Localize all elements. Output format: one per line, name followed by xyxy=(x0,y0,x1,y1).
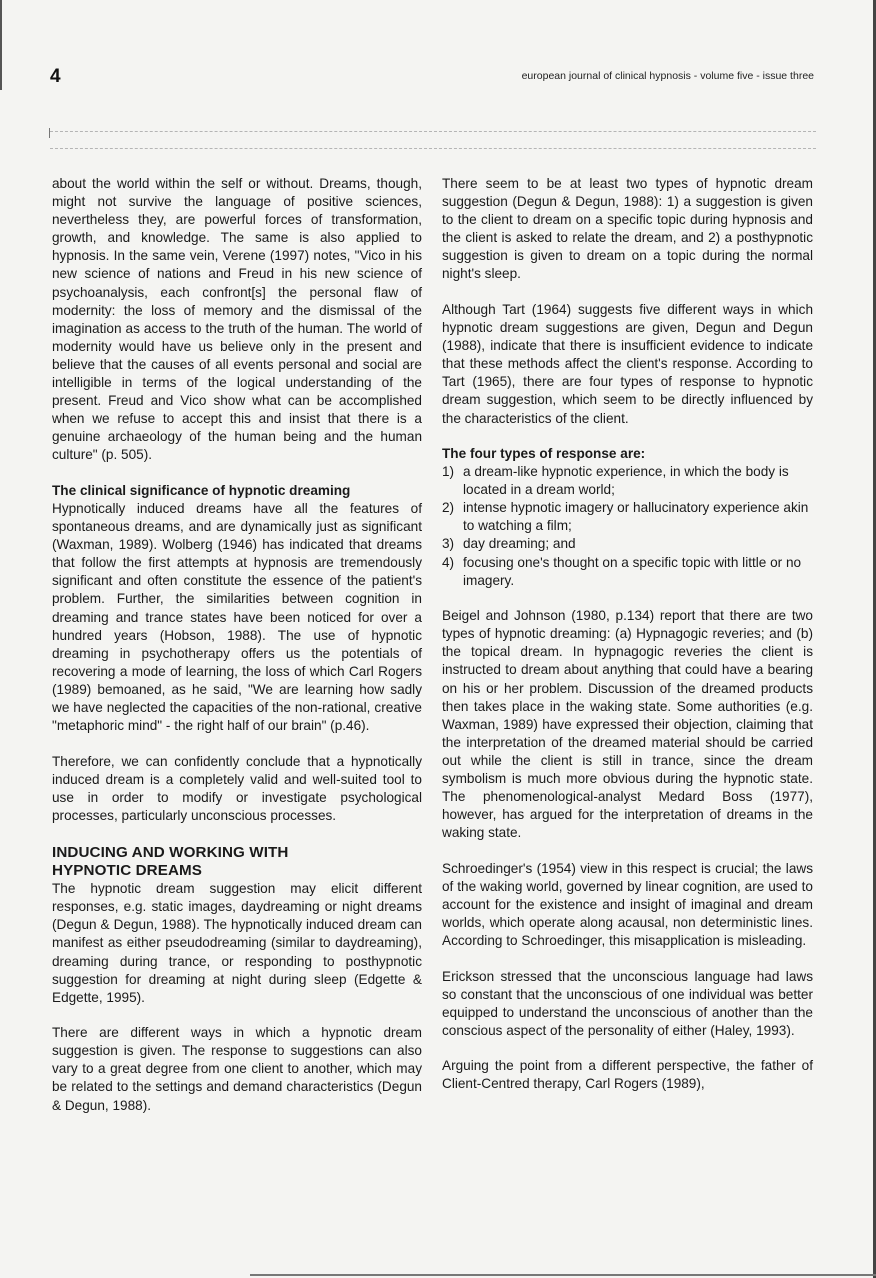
running-head: european journal of clinical hypnosis - volume five - issue three xyxy=(521,70,814,82)
paragraph: Therefore, we can confidently conclude that a hypnotically induced dream is a completely valid and well-suited tool to use in order to modify or investigate psychological processes, particularly unconscious processes. xyxy=(52,753,422,823)
list-item xyxy=(442,463,813,499)
list-number: 2) xyxy=(442,500,455,516)
paragraph: Erickson stressed that the unconscious language had laws so constant that the unconscious of one individual was better equipped to understand the unconscious of another than the conscious aspect of the personality of either (Haley, 1993). xyxy=(442,968,813,1038)
list-item xyxy=(442,554,813,590)
list-number: 4) xyxy=(442,554,455,570)
header-rule-top xyxy=(50,131,816,132)
paragraph: Hypnotically induced dreams have all the features of spontaneous dreams, and are dynamically just as significant (Waxman, 1989). Wolberg (1946) has indicated that dreams that follow the first attempts at hypnosis are tremendously significant and often constitute the essence of the patient's problem. Further, the similarities between cognition in dreaming and trance states have been noticed for over a hundred years (Hobson, 1988). The use of hypnotic dreaming in psychotherapy offers us the potentials of recovering a mode of learning, the loss of which Carl Rogers (1989) bemoaned, as he said, "We are learning how sadly we have neglected the capacities of the non-rational, creative "metaphoric mind" - the right half of our brain" (p.46). xyxy=(52,500,422,734)
response-types-list xyxy=(442,463,813,590)
list-item xyxy=(442,535,813,553)
page-number: 4 xyxy=(50,66,61,87)
paragraph: Although Tart (1964) suggests five different ways in which hypnotic dream suggestions are given, Degun and Degun (1988), indicate that there is insufficient evidence to indicate that these methods affect the client's response. According to Tart (1965), there are four types of response to hypnotic dream suggestion, which seem to be directly influenced by the characteristics of the client. xyxy=(442,301,813,426)
list-heading: The four types of response are: xyxy=(442,446,646,461)
header-rule-bottom xyxy=(50,148,816,149)
list-number: 3) xyxy=(442,536,455,552)
list-text: day dreaming; and xyxy=(463,536,576,552)
page-edge-bottom xyxy=(250,1274,876,1276)
paragraph: Schroedinger's (1954) view in this respect is crucial; the laws of the waking world, governed by linear cognition, are used to account for the existence and insight of imaginal and dream worlds, which operate along acausal, non deterministic lines. According to Schroedinger, this misapplication is misleading. xyxy=(442,860,813,949)
right-column xyxy=(442,175,813,1111)
list-text: focusing one's thought on a specific topic with little or no imagery. xyxy=(463,554,802,588)
section-heading-line-1: INDUCING AND WORKING WITH xyxy=(52,843,289,861)
paragraph: The hypnotic dream suggestion may elicit different responses, e.g. static images, daydreaming or night dreams (Degun & Degun, 1988). The hypnotically induced dream can manifest as either pseudodreaming (similar to daydreaming), dreaming during trance, or responding to posthypnotic suggestion for dreaming at night during sleep (Edgette & Edgette, 1995). xyxy=(52,881,422,1005)
left-column xyxy=(52,175,422,1132)
list-number: 1) xyxy=(442,464,455,480)
paragraph: There are different ways in which a hypnotic dream suggestion is given. The response to suggestions can also vary to a great degree from one client to another, which may be related to the settings and demand characteristics (Degun & Degun, 1988). xyxy=(52,1025,422,1113)
rule-tick xyxy=(49,128,50,138)
paragraph: There seem to be at least two types of hypnotic dream suggestion (Degun & Degun, 1988): 1) a suggestion is given to the client to dream on a specific topic during hypnosis and the client is asked to relate the dream, and 2) a posthypnotic suggestion is given to dream on a topic during the normal night's sleep. xyxy=(442,176,813,282)
paragraph: Beigel and Johnson (1980, p.134) report that there are two types of hypnotic dreaming: (a) Hypnagogic reveries; and (b) the topical dream. In hypnagogic reveries the client is instructed to dream about anything that could have a bearing on his or her problem. Discussion of the dreamed products then takes place in the waking state. Some authorities (e.g. Waxman, 1989) have expressed their objection, claiming that the interpretation of the dreamed material should be carried out while the client is still in trance, since the dream symbolism is much more obvious during the hypnotic state. The phenomenological-analyst Medard Boss (1977), however, has argued for the interpretation of dreams in the waking state. xyxy=(442,608,813,841)
paragraph: about the world within the self or without. Dreams, though, might not survive the language of positive sciences, nevertheless they, are powerful forces of transformation, growth, and knowledge. The same is also applied to hypnosis. In the same vein, Verene (1997) notes, "Vico in his new science of nations and Freud in his new science of psychoanalysis, each confront[s] the personal flaw of modernity: the loss of memory and the dismissal of the imagination as access to the truth of the human. The world of modernity would have us believe only in the present and believe that the causes of all events personal and social are intelligible in terms of the logical understanding of the present. Freud and Vico show what can be accomplished when we refuse to accept this and insist that there is a genuine archaeology of the human being and the human culture" (p. 505). xyxy=(52,176,422,463)
list-text: intense hypnotic imagery or hallucinatory experience akin to watching a film; xyxy=(463,500,809,534)
subheading: The clinical significance of hypnotic dreaming xyxy=(52,482,351,498)
list-item xyxy=(442,499,813,535)
paragraph: Arguing the point from a different perspective, the father of Client-Centred therapy, Carl Rogers (1989), xyxy=(442,1058,813,1092)
section-heading-line-2: HYPNOTIC DREAMS xyxy=(52,862,203,880)
page-edge-left xyxy=(0,0,2,90)
list-text: a dream-like hypnotic experience, in which the body is located in a dream world; xyxy=(463,464,789,498)
